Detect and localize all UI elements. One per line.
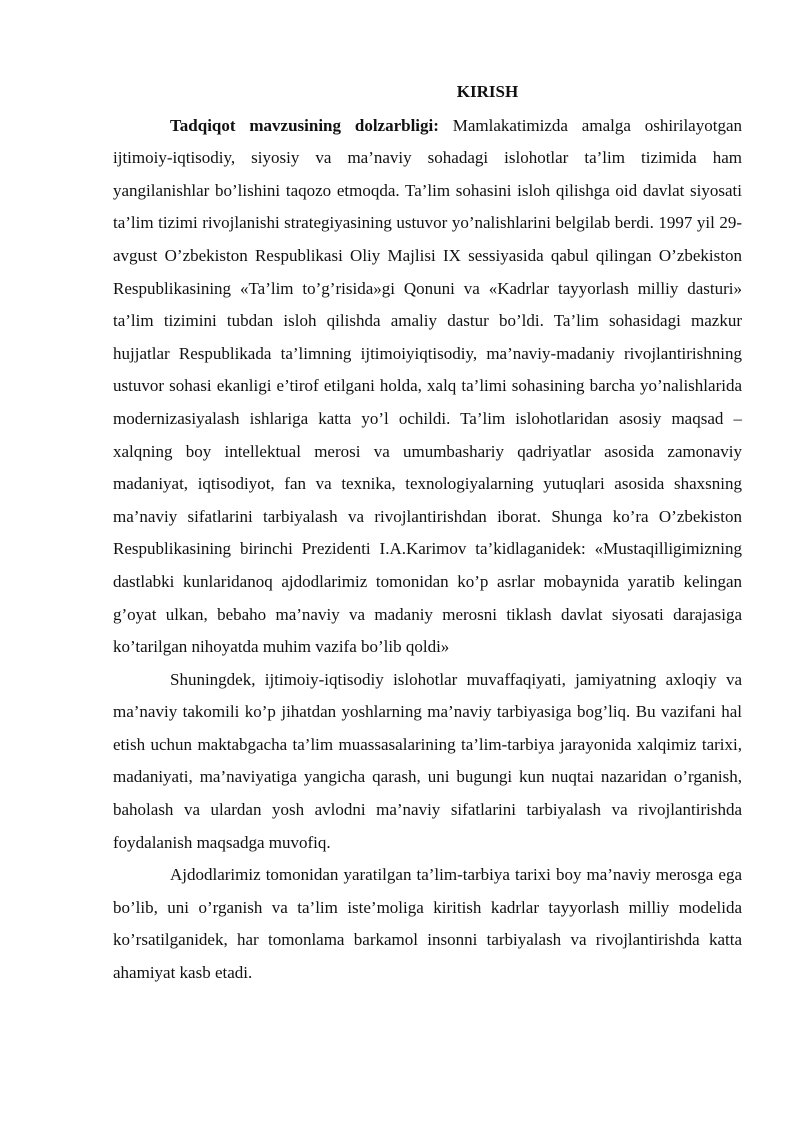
section-heading: KIRISH [456,82,519,101]
paragraph-text: Mamlakatimizda amalga oshirilayotgan ijtimoiy-iqtisodiy, siyosiy va ma’naviy sohadagi islohotlar ta’lim tizimida ham yangilanishlar bo’lishini taqozo etmoqda. Ta’lim sohasini isloh qilishga oid davlat siyosati ta’lim tizimi rivojlanishi strategiyasining ustuvor yo’nalishlarini belgilab berdi. 1997 yil 29-avgust O’zbekiston Respublikasi Oliy Majlisi IX sessiyasida qabul qilingan O’zbekiston Respublikasining «Ta’lim to’g’risida»gi Qonuni va «Kadrlar tayyorlash milliy dasturi» ta’lim tizimini tubdan isloh qilishda amaliy dastur bo’ldi. Ta’lim sohasidagi mazkur hujjatlar Respublikada ta’limning ijtimoiyiqtisodiy, ma’naviy-madaniy rivojlantirishning ustuvor sohasi ekanligi e’tirof etilgani holda, xalq ta’limi sohasining barcha yo’nalishlarida modernizasiyalash ishlariga katta yo’l ochildi. Ta’lim islohotlaridan asosiy maqsad – xalqning boy intellektual merosi va umumbashariy qadriyatlar asosida zamonaviy madaniyat, iqtisodiyot, fan va texnika, texnologiyalarning yutuqlari asosida shaxsning ma’naviy sifatlarini tarbiyalash va rivojlantirishdan iborat. Shunga ko’ra O’zbekiston Respublikasining birinchi Prezidenti I.A.Karimov ta’kidlaganidek: «Mustaqilligimizning dastlabki kunlaridanoq ajdodlarimiz tomonidan ko’p asrlar mobaynida yaratib kelingan g’oyat ulkan, bebaho ma’naviy va madaniy merosni tiklash davlat siyosati darajasiga ko’tarilgan nihoyatda muhim vazifa bo’lib qoldi» [113,115,742,657]
paragraph-education-reform: Shuningdek, ijtimoiy-iqtisodiy islohotlar muvaffaqiyati, jamiyatning axloqiy va ma’naviy takomili ko’p jihatdan yoshlarning ma’naviy tarbiyasiga bog’liq. Bu vazifani hal etish uchun maktabgacha ta’lim muassasalarining ta’lim-tarbiya jarayonida xalqimiz tarixi, madaniyati, ma’naviyatiga yangicha qarash, uni bugungi kun nuqtai nazaridan o’rganish, baholash va ulardan yosh avlodni ma’naviy sifatlarini tarbiyalash va rivojlantirishda foydalanish maqsadga muvofiq. [113,669,742,852]
paragraph-lead: Tadqiqot mavzusining dolzarbligi: [170,115,439,135]
paragraph-relevance [113,110,742,664]
paragraph-heritage: Ajdodlarimiz tomonidan yaratilgan ta’lim-tarbiya tarixi boy ma’naviy merosga ega bo’lib, uni o’rganish va ta’lim iste’moliga kiritish kadrlar tayyorlash milliy modelida ko’rsatilganidek, har tomonlama barkamol insonni tarbiyalash va rivojlantirishda katta ahamiyat kasb etadi. [113,865,742,983]
